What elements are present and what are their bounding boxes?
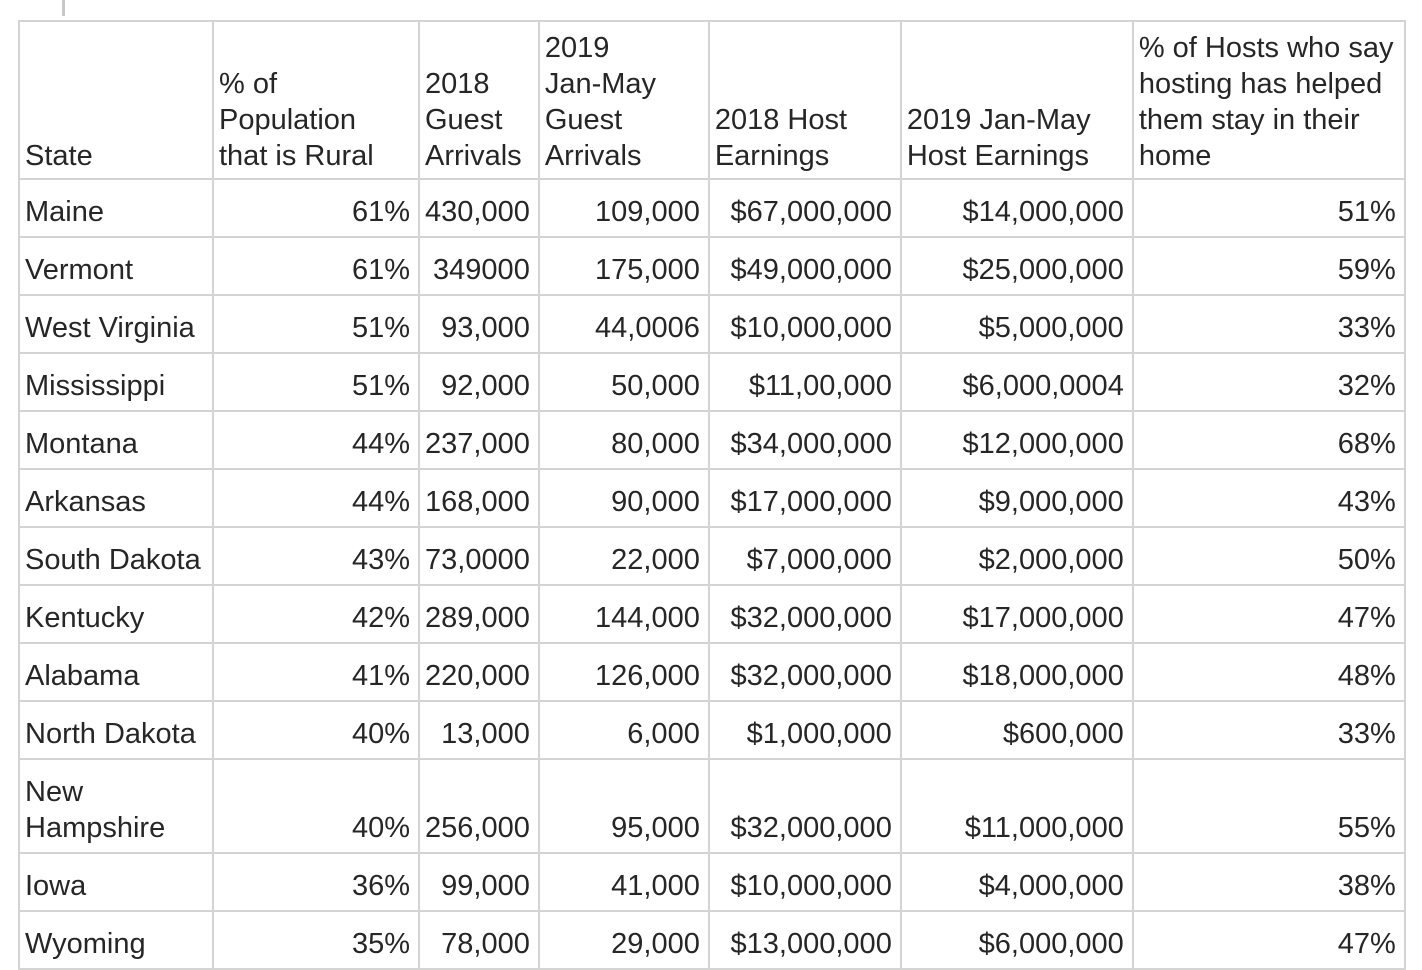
table-row xyxy=(19,469,1405,527)
header-line: hosting has helped xyxy=(1138,68,1383,100)
header-line: 2019 xyxy=(544,32,610,64)
table-row xyxy=(19,701,1405,759)
table-row xyxy=(19,179,1405,237)
cell-2019-arrivals: 41,000 xyxy=(539,853,709,911)
cell-2018-earnings: $32,000,000 xyxy=(709,643,901,701)
header-line: 2018 Host xyxy=(714,104,848,136)
cell-state: Arkansas xyxy=(19,469,213,527)
cell-2019-earnings: $12,000,000 xyxy=(901,411,1133,469)
cell-state: West Virginia xyxy=(19,295,213,353)
table-row xyxy=(19,585,1405,643)
cell-2019-earnings: $14,000,000 xyxy=(901,179,1133,237)
cell-2018-arrivals: 256,000 xyxy=(419,759,539,853)
table-row xyxy=(19,411,1405,469)
cell-state: North Dakota xyxy=(19,701,213,759)
cell-2018-arrivals: 93,000 xyxy=(419,295,539,353)
header-line: % of xyxy=(219,68,278,100)
header-line: Jan-May xyxy=(544,68,657,100)
cell-state: Iowa xyxy=(19,853,213,911)
cell-2018-arrivals: 430,000 xyxy=(419,179,539,237)
cell-2018-arrivals: 13,000 xyxy=(419,701,539,759)
header-line: Arrivals xyxy=(425,140,522,172)
cell-2018-arrivals: 99,000 xyxy=(419,853,539,911)
cell-2018-arrivals: 92,000 xyxy=(419,353,539,411)
cell-state: Maine xyxy=(19,179,213,237)
header-state xyxy=(19,21,213,179)
cell-2018-earnings: $10,000,000 xyxy=(709,295,901,353)
cell-2019-earnings: $2,000,000 xyxy=(901,527,1133,585)
cell-2019-earnings: $18,000,000 xyxy=(901,643,1133,701)
cell-rural-pct: 61% xyxy=(213,237,419,295)
cell-hosts-pct: 47% xyxy=(1133,585,1405,643)
cell-rural-pct: 41% xyxy=(213,643,419,701)
cell-2018-earnings: $67,000,000 xyxy=(709,179,901,237)
cell-2019-arrivals: 90,000 xyxy=(539,469,709,527)
header-line: home xyxy=(1138,140,1212,172)
cell-rural-pct: 40% xyxy=(213,701,419,759)
cell-2019-arrivals: 22,000 xyxy=(539,527,709,585)
cell-2018-earnings: $32,000,000 xyxy=(709,585,901,643)
header-line: 2019 Jan-May xyxy=(906,104,1091,136)
cell-2018-arrivals: 349000 xyxy=(419,237,539,295)
cell-state: Montana xyxy=(19,411,213,469)
header-line: 2018 xyxy=(425,68,490,100)
cell-hosts-pct: 55% xyxy=(1133,759,1405,853)
header-2018-arrivals xyxy=(419,21,539,179)
cell-2019-arrivals: 6,000 xyxy=(539,701,709,759)
header-line: that is Rural xyxy=(219,140,374,172)
cell-2019-arrivals: 29,000 xyxy=(539,911,709,969)
cell-rural-pct: 36% xyxy=(213,853,419,911)
cell-2019-arrivals: 109,000 xyxy=(539,179,709,237)
header-line: Guest xyxy=(425,104,503,136)
cell-hosts-pct: 43% xyxy=(1133,469,1405,527)
header-line: Population xyxy=(219,104,357,136)
cell-2018-earnings: $11,00,000 xyxy=(709,353,901,411)
cell-2019-arrivals: 144,000 xyxy=(539,585,709,643)
cell-state: South Dakota xyxy=(19,527,213,585)
header-2019-earnings xyxy=(901,21,1133,179)
cell-2018-earnings: $32,000,000 xyxy=(709,759,901,853)
cell-rural-pct: 61% xyxy=(213,179,419,237)
cell-hosts-pct: 33% xyxy=(1133,295,1405,353)
cell-state: Alabama xyxy=(19,643,213,701)
cell-2018-earnings: $17,000,000 xyxy=(709,469,901,527)
cell-2018-earnings: $49,000,000 xyxy=(709,237,901,295)
table-row xyxy=(19,295,1405,353)
column-resize-marker xyxy=(62,0,65,16)
cell-hosts-pct: 38% xyxy=(1133,853,1405,911)
cell-2019-earnings: $9,000,000 xyxy=(901,469,1133,527)
cell-state: Wyoming xyxy=(19,911,213,969)
cell-hosts-pct: 32% xyxy=(1133,353,1405,411)
cell-2019-earnings: $6,000,0004 xyxy=(901,353,1133,411)
cell-state: Vermont xyxy=(19,237,213,295)
header-line: Host Earnings xyxy=(906,140,1089,172)
cell-rural-pct: 42% xyxy=(213,585,419,643)
table-row xyxy=(19,353,1405,411)
cell-2019-arrivals: 95,000 xyxy=(539,759,709,853)
cell-2019-earnings: $6,000,000 xyxy=(901,911,1133,969)
cell-state: Mississippi xyxy=(19,353,213,411)
cell-2018-arrivals: 78,000 xyxy=(419,911,539,969)
cell-2018-earnings: $10,000,000 xyxy=(709,853,901,911)
cell-2019-arrivals: 44,0006 xyxy=(539,295,709,353)
cell-rural-pct: 40% xyxy=(213,759,419,853)
cell-2018-arrivals: 73,0000 xyxy=(419,527,539,585)
header-line: Guest xyxy=(544,104,623,136)
cell-2019-earnings: $17,000,000 xyxy=(901,585,1133,643)
cell-state: Kentucky xyxy=(19,585,213,643)
cell-2019-earnings: $5,000,000 xyxy=(901,295,1133,353)
cell-2018-arrivals: 168,000 xyxy=(419,469,539,527)
cell-hosts-pct: 51% xyxy=(1133,179,1405,237)
table-body xyxy=(19,179,1405,969)
header-line: Arrivals xyxy=(544,140,642,172)
cell-rural-pct: 43% xyxy=(213,527,419,585)
header-line: State xyxy=(25,140,93,172)
cell-2018-earnings: $1,000,000 xyxy=(709,701,901,759)
header-line: % of Hosts who say xyxy=(1138,32,1394,64)
cell-2019-earnings: $25,000,000 xyxy=(901,237,1133,295)
cell-hosts-pct: 33% xyxy=(1133,701,1405,759)
header-2019-arrivals xyxy=(539,21,709,179)
cell-hosts-pct: 68% xyxy=(1133,411,1405,469)
cell-2018-arrivals: 289,000 xyxy=(419,585,539,643)
header-hosts-pct xyxy=(1133,21,1405,179)
cell-2019-earnings: $4,000,000 xyxy=(901,853,1133,911)
header-2018-earnings xyxy=(709,21,901,179)
table-row xyxy=(19,237,1405,295)
table-row xyxy=(19,759,1405,853)
cell-2019-arrivals: 126,000 xyxy=(539,643,709,701)
table-row xyxy=(19,911,1405,969)
cell-2019-arrivals: 50,000 xyxy=(539,353,709,411)
cell-2019-arrivals: 175,000 xyxy=(539,237,709,295)
header-line: Earnings xyxy=(714,140,830,172)
cell-2018-arrivals: 220,000 xyxy=(419,643,539,701)
cell-rural-pct: 35% xyxy=(213,911,419,969)
header-rural-pct xyxy=(213,21,419,179)
cell-2019-earnings: $11,000,000 xyxy=(901,759,1133,853)
cell-rural-pct: 44% xyxy=(213,469,419,527)
data-table xyxy=(18,20,1406,970)
cell-rural-pct: 44% xyxy=(213,411,419,469)
cell-hosts-pct: 59% xyxy=(1133,237,1405,295)
cell-2018-arrivals: 237,000 xyxy=(419,411,539,469)
cell-hosts-pct: 48% xyxy=(1133,643,1405,701)
cell-2018-earnings: $34,000,000 xyxy=(709,411,901,469)
cell-rural-pct: 51% xyxy=(213,295,419,353)
cell-2018-earnings: $7,000,000 xyxy=(709,527,901,585)
cell-rural-pct: 51% xyxy=(213,353,419,411)
cell-hosts-pct: 50% xyxy=(1133,527,1405,585)
table-row xyxy=(19,643,1405,701)
table-row xyxy=(19,527,1405,585)
cell-2018-earnings: $13,000,000 xyxy=(709,911,901,969)
header-line: them stay in their xyxy=(1138,104,1360,136)
header-row xyxy=(19,21,1405,179)
cell-hosts-pct: 47% xyxy=(1133,911,1405,969)
table-row xyxy=(19,853,1405,911)
cell-2019-arrivals: 80,000 xyxy=(539,411,709,469)
cell-2019-earnings: $600,000 xyxy=(901,701,1133,759)
cell-state: New Hampshire xyxy=(19,759,213,853)
